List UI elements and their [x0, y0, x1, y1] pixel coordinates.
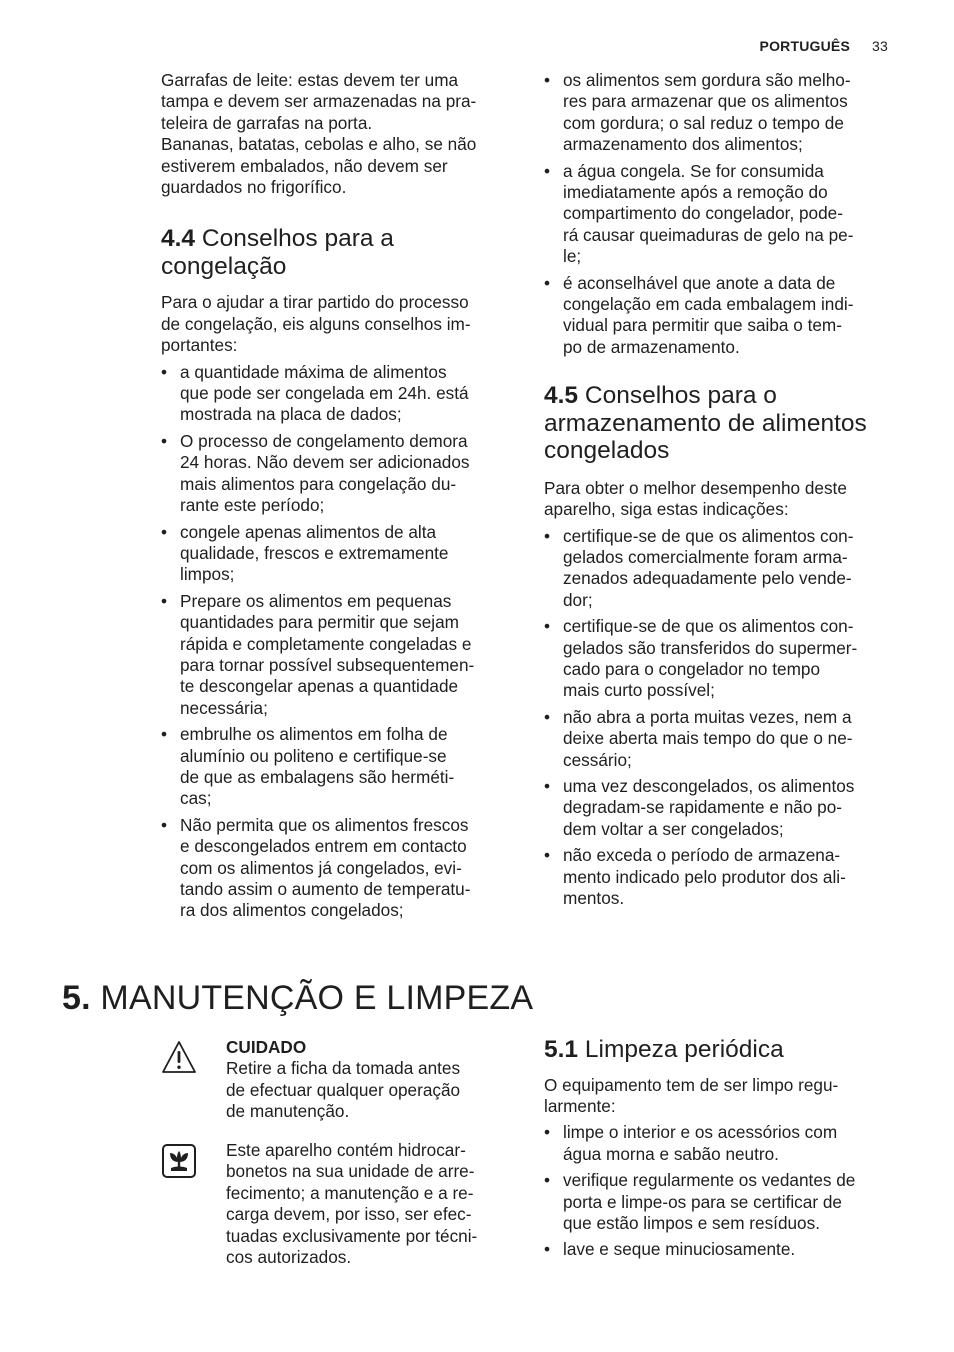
list-item: • embrulhe os alimentos em folha de alumínio ou politeno e certifique-se de que as embalagens são herméti- cas;	[161, 724, 513, 810]
left-column	[161, 70, 513, 927]
storage-tips-list	[544, 70, 896, 358]
list-item: • limpe o interior e os acessórios com água morna e sabão neutro.	[544, 1122, 904, 1165]
section-4-4-intro: Para o ajudar a tirar partido do processo de congelação, eis alguns conselhos im- portantes:	[161, 292, 471, 356]
list-item: • uma vez descongelados, os alimentos degradam-se rapidamente e não po- dem voltar a ser congelados;	[544, 776, 896, 840]
page-header	[760, 38, 888, 54]
list-item: • é aconselhável que anote a data de congelação em cada embalagem indi- vidual para permitir que saiba o tem- po de armazenamento.	[544, 273, 896, 359]
section-heading-4-5: 4.5 Conselhos para o armazenamento de alimentos congelados	[544, 382, 867, 465]
page-number: 33	[872, 38, 888, 54]
section-4-4-list	[161, 362, 513, 922]
list-item: • a água congela. Se for consumida imediatamente após a remoção do compartimento do congelador, pode- rá causar queimaduras de gelo na pe- le;	[544, 161, 896, 268]
list-item: • a quantidade máxima de alimentos que pode ser congelada em 24h. está mostrada na placa de dados;	[161, 362, 513, 426]
section-5-1-list	[544, 1122, 904, 1260]
list-item: • Não permita que os alimentos frescos e descongelados entrem em contacto com os alimentos já congelados, evi- tando assim o aumento de temperatu- ra dos alimentos congelados;	[161, 815, 513, 922]
list-item: • não abra a porta muitas vezes, nem a deixe aberta mais tempo do que o ne- cessário;	[544, 707, 896, 771]
hydrocarbon-note	[161, 1140, 521, 1275]
language-label: PORTUGUÊS	[759, 38, 851, 54]
section-4-5-list	[544, 526, 896, 910]
list-item: • certifique-se de que os alimentos con- gelados comercialmente foram arma- zenados adequadamente pelo vende- dor;	[544, 526, 896, 612]
caution-text: CUIDADO Retire a ficha da tomada antes de efectuar qualquer operação de manutenção.	[226, 1037, 461, 1122]
list-item: • lave e seque minuciosamente.	[544, 1239, 904, 1260]
hydrocarbon-text: Este aparelho contém hidrocar- bonetos na sua unidade de arre- fecimento; a manutenção e a re- carga devem, por isso, ser efec- tuadas exclusivamente por técni- cos autorizados.	[226, 1140, 478, 1268]
section-5-1-intro: O equipamento tem de ser limpo regu- larmente:	[544, 1074, 839, 1116]
list-item: • congele apenas alimentos de alta qualidade, frescos e extremamente limpos;	[161, 522, 513, 586]
section-4-5-intro: Para obter o melhor desempenho deste aparelho, siga estas indicações:	[544, 477, 847, 520]
section-5-1	[544, 1036, 904, 1266]
chapter-heading: 5. MANUTENÇÃO E LIMPEZA	[62, 979, 534, 1017]
list-item: • O processo de congelamento demora 24 horas. Não devem ser adicionados mais alimentos para congelação du- rante este período;	[161, 431, 513, 517]
section-heading-4-4: 4.4 Conselhos para a congelação	[161, 225, 394, 280]
section-heading-5-1: 5.1 Limpeza periódica	[544, 1036, 784, 1063]
right-column	[544, 70, 896, 915]
warning-triangle-icon	[161, 1039, 197, 1075]
intro-paragraph: Garrafas de leite: estas devem ter uma tampa e devem ser armazenadas na pra- teleira de garrafas na porta. Bananas, batatas, cebolas e alho, se não estiverem embalados, não devem ser guardados no frigorífico.	[161, 70, 477, 198]
list-item: • certifique-se de que os alimentos con- gelados são transferidos do supermer- cado para o congelador no tempo mais curto possível;	[544, 616, 896, 702]
list-item: • os alimentos sem gordura são melho- res para armazenar que os alimentos com gordura; o sal reduz o tempo de armazenamento dos alimentos;	[544, 70, 896, 156]
list-item: • verifique regularmente os vedantes de porta e limpe-os para se certificar de que estão limpos e sem resíduos.	[544, 1170, 904, 1234]
list-item: • não exceda o período de armazena- mento indicado pelo produtor dos ali- mentos.	[544, 845, 896, 909]
caution-note	[161, 1037, 521, 1127]
hydrocarbon-plant-icon	[161, 1143, 197, 1179]
list-item: • Prepare os alimentos em pequenas quantidades para permitir que sejam rápida e completamente congeladas e para tornar possível subsequentemen- te descongelar apenas a quantidade necessária;	[161, 591, 513, 719]
caution-title: CUIDADO	[226, 1037, 307, 1057]
